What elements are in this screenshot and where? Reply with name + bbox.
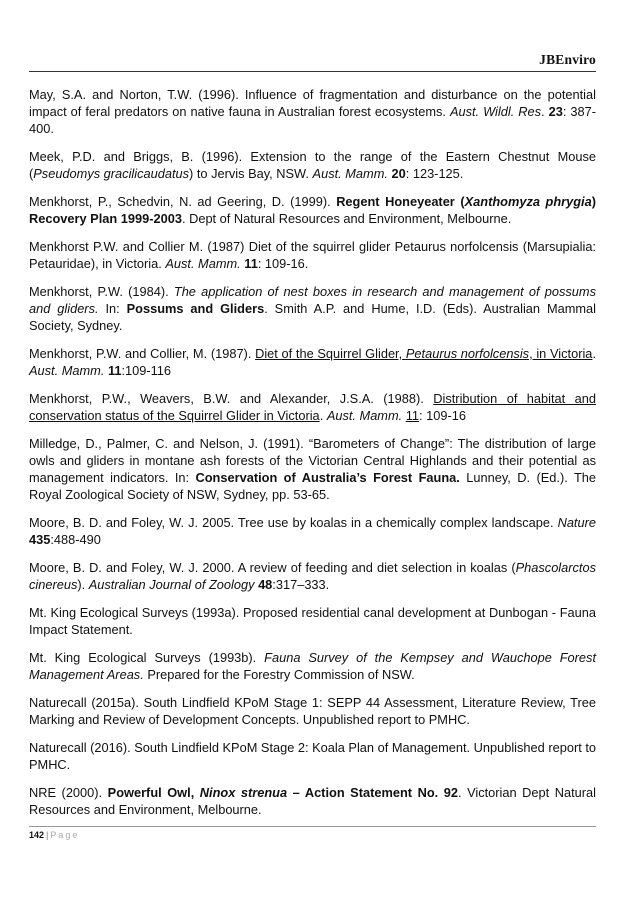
reference-text: Menkhorst P.W. and Collier M. (1987) Diet of the squirrel glider Petaurus norfolcensis (Marsupialia: Petauridae), in Victoria. [29, 239, 596, 271]
reference-text: :109-116 [121, 363, 172, 378]
reference-text: . Dept of Natural Resources and Environment, Melbourne. [181, 211, 512, 226]
reference-text: NRE (2000). [29, 785, 108, 800]
reference-text: : 109-16 [419, 408, 467, 423]
reference-text: . [541, 104, 549, 119]
reference-text: Moore, B. D. and Foley, W. J. 2005. Tree use by koalas in a chemically complex landscape. [29, 515, 558, 530]
reference-text: Menkhorst, P.W. (1984). [29, 284, 174, 299]
reference-text: Possums and Gliders [126, 301, 265, 316]
reference-entry [29, 739, 596, 773]
reference-text: Fauna Survey of the Kempsey and Wauchope Forest Management Areas. [29, 650, 596, 682]
reference-text: :317–333. [272, 577, 330, 592]
reference-text: The application of nest boxes in research and management of possums and gliders. [29, 284, 596, 316]
reference-entry [29, 345, 596, 379]
reference-text: 11 [107, 363, 122, 378]
footer-separator: | [46, 830, 49, 840]
reference-text: Diet of the Squirrel Glider, [255, 346, 406, 361]
reference-entry [29, 435, 596, 503]
reference-entry [29, 283, 596, 334]
reference-text: Aust. Mamm. [165, 256, 241, 271]
page-number: 142 [29, 830, 45, 840]
reference-text: . [319, 408, 327, 423]
reference-text: Lunney, D. (Ed.). The Royal Zoological Society of NSW, Sydney, pp. 53-65. [29, 470, 596, 502]
reference-text: Mt. King Ecological Surveys (1993b). [29, 650, 265, 665]
reference-text: Naturecall (2015a). South Lindfield KPoM Stage 1: SEPP 44 Assessment, Literature Review, Tree Marking and Review of Development Concepts. Unpublished report to PMHC. [29, 695, 596, 727]
reference-text: Aust. Mamm. [326, 408, 403, 423]
reference-text: Aust. Mamm. [29, 363, 105, 378]
reference-text: 23 [548, 104, 563, 119]
reference-text: 11 [244, 256, 258, 271]
reference-text: Moore, B. D. and Foley, W. J. 2000. A review of feeding and diet selection in koalas ( [29, 560, 516, 575]
reference-text: : 123-125. [405, 166, 464, 181]
reference-text: Menkhorst, P.W., Weavers, B.W. and Alexander, J.S.A. (1988). [29, 391, 434, 406]
reference-entry [29, 193, 596, 227]
reference-entry [29, 86, 596, 137]
reference-text: Conservation of Australia’s Forest Fauna. [195, 470, 460, 485]
reference-text: 48 [258, 577, 273, 592]
reference-text: Xanthomyza phrygia [464, 194, 592, 209]
reference-text: Nature [557, 515, 596, 530]
reference-text: ). [77, 577, 89, 592]
reference-text: 11 [405, 408, 420, 423]
reference-text: . Smith A.P. and Hume, I.D. (Eds). Australian Mammal Society, Sydney. [29, 301, 596, 333]
reference-entry [29, 559, 596, 593]
page-footer [29, 830, 79, 840]
company-logo: JBEnviro [539, 52, 596, 67]
reference-text: Menkhorst, P., Schedvin, N. ad Geering, D. (1999). [29, 194, 337, 209]
reference-text: 20 [391, 166, 406, 181]
reference-entry [29, 784, 596, 818]
reference-text: Aust. Mamm. [312, 166, 388, 181]
header-divider [29, 71, 596, 72]
reference-entry [29, 390, 596, 424]
reference-text: Australian Journal of Zoology [88, 577, 255, 592]
reference-text: Menkhorst, P.W. and Collier, M. (1987). [29, 346, 256, 361]
reference-text: , in Victoria [529, 346, 593, 361]
reference-entry [29, 604, 596, 638]
reference-list [29, 86, 596, 829]
reference-entry [29, 514, 596, 548]
reference-text: Powerful Owl, [107, 785, 200, 800]
reference-text: ) to Jervis Bay, NSW. [189, 166, 313, 181]
reference-text: May, S.A. and Norton, T.W. (1996). Influence of fragmentation and disturbance on the potential impact of feral predators on native fauna in Australian forest ecosystems. [29, 87, 596, 119]
page-label: Page [50, 830, 80, 840]
reference-entry [29, 694, 596, 728]
reference-entry [29, 148, 596, 182]
reference-text: – Action Statement No. 92 [287, 785, 458, 800]
reference-text: Naturecall (2016). South Lindfield KPoM Stage 2: Koala Plan of Management. Unpublished report to PMHC. [29, 740, 596, 772]
reference-text: ) Recovery Plan 1999-2003 [29, 194, 596, 226]
reference-text: : 109-16. [257, 256, 309, 271]
reference-text: Distribution of habitat and conservation status of the Squirrel Glider in Victoria [29, 391, 596, 423]
reference-entry [29, 649, 596, 683]
reference-text: Regent Honeyeater ( [336, 194, 465, 209]
reference-text: 435 [29, 532, 51, 547]
reference-text: Milledge, D., Palmer, C. and Nelson, J. (1991). “Barometers of Change”: The distribution of large owls and gliders in montane ash forests of the Victorian Central Highlands and their potential as management indicators. In: [29, 436, 596, 485]
footer-divider [29, 826, 596, 827]
reference-text: : 387-400. [29, 104, 596, 136]
reference-text: Prepared for the Forestry Commission of NSW. [143, 667, 415, 682]
reference-text: Aust. Wildl. Res [449, 104, 542, 119]
reference-text: :488-490 [50, 532, 101, 547]
reference-text: In: [98, 301, 127, 316]
reference-text: Phascolarctos cinereus [29, 560, 596, 592]
reference-entry [29, 238, 596, 272]
reference-text: Pseudomys gracilicaudatus [33, 166, 190, 181]
reference-text: . [592, 346, 596, 361]
reference-text: Mt. King Ecological Surveys (1993a). Proposed residential canal development at Dunbogan - Fauna Impact Statement. [29, 605, 596, 637]
reference-text: Meek, P.D. and Briggs, B. (1996). Extension to the range of the Eastern Chestnut Mouse ( [29, 149, 596, 181]
reference-text: . Victorian Dept Natural Resources and Environment, Melbourne. [29, 785, 596, 817]
reference-text: Petaurus norfolcensis [405, 346, 530, 361]
reference-text: Ninox strenua [199, 785, 288, 800]
